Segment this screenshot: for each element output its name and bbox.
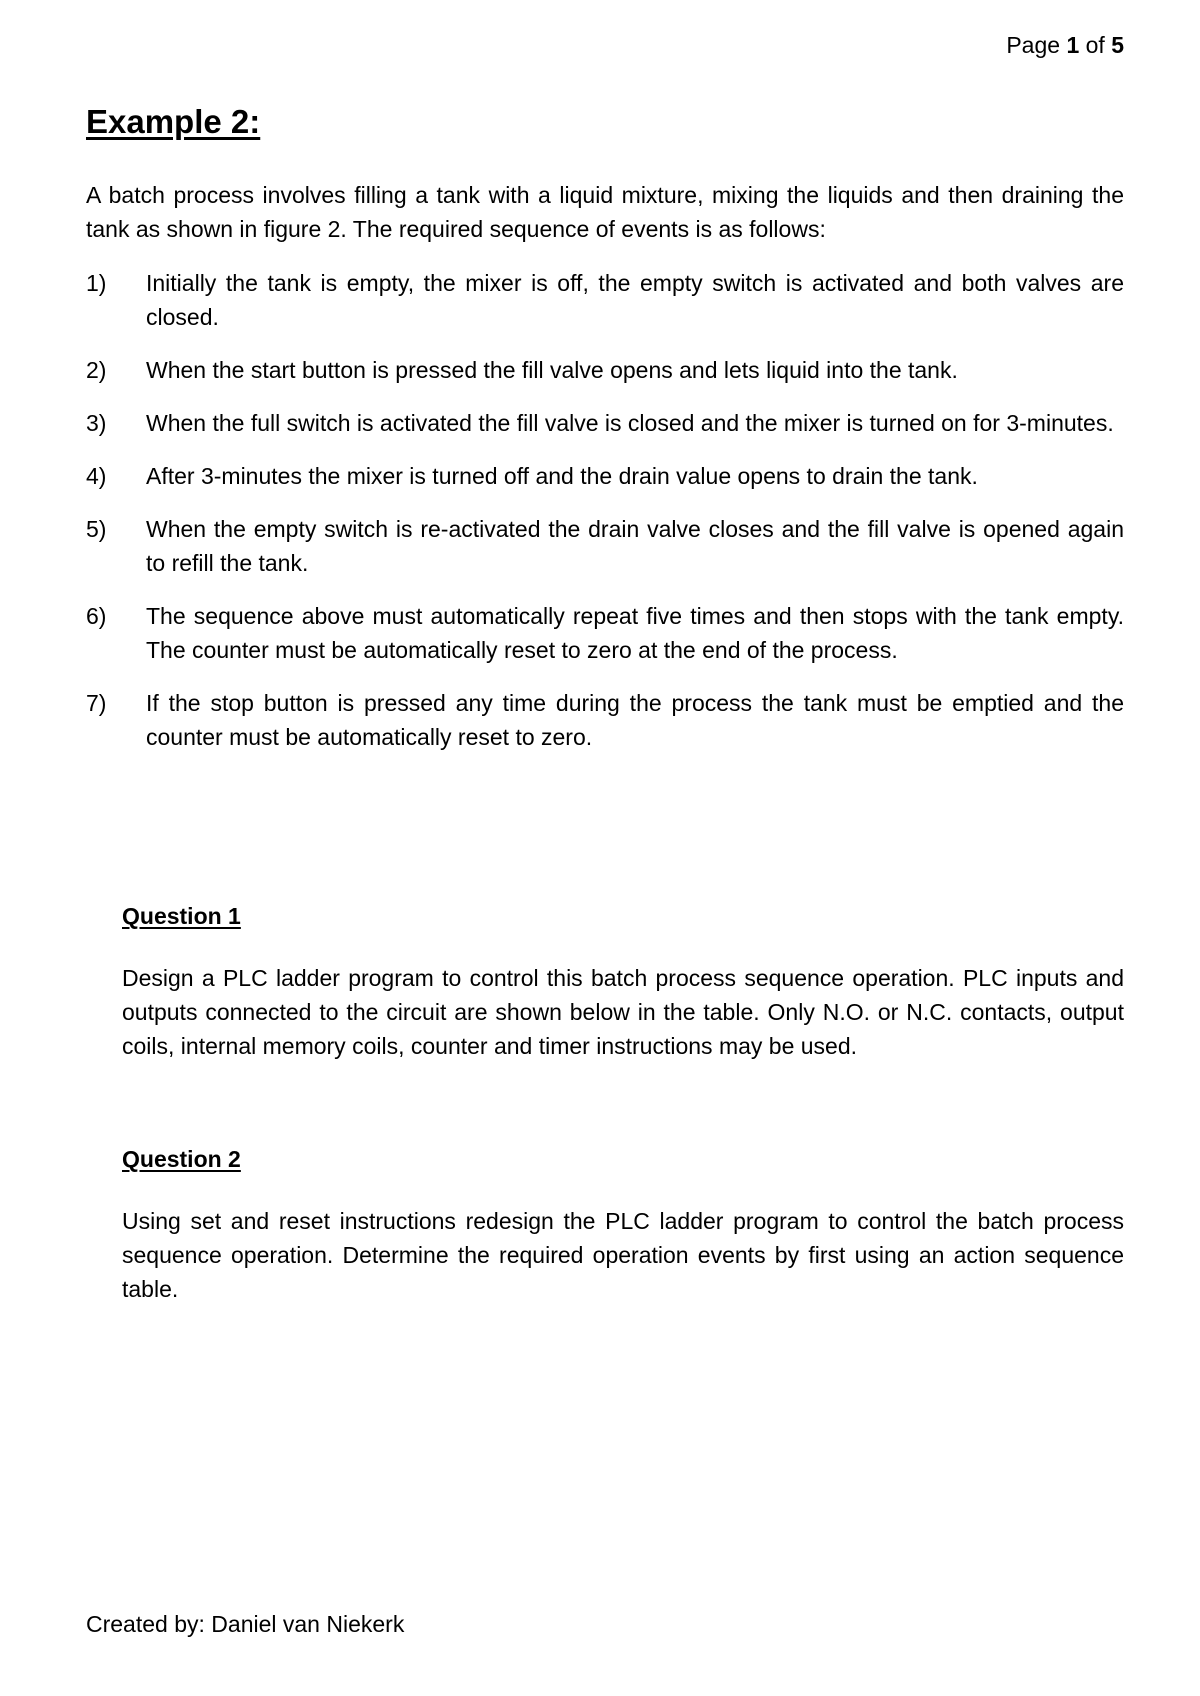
- step-number: 5): [86, 516, 107, 542]
- sequence-step: [86, 599, 1124, 667]
- question-1-heading: Question 1: [122, 903, 241, 929]
- sequence-step: [86, 406, 1124, 440]
- page-title: Example 2:: [86, 103, 261, 140]
- question-2-section: [122, 1146, 1124, 1306]
- step-text: After 3-minutes the mixer is turned off and the drain value opens to drain the tank.: [146, 463, 978, 489]
- step-number: 7): [86, 690, 107, 716]
- question-1-section: [122, 903, 1124, 1063]
- step-number: 1): [86, 270, 107, 296]
- sequence-step: [86, 686, 1124, 754]
- page-prefix: Page: [1006, 32, 1061, 58]
- question-2-body: Using set and reset instructions redesign the PLC ladder program to control the batch process sequence operation. Determine the required operation events by first using an action sequence table.: [122, 1208, 1124, 1302]
- sequence-step: [86, 512, 1124, 580]
- step-number: 6): [86, 603, 107, 629]
- sequence-list: [86, 266, 1124, 773]
- page-current: 1: [1066, 32, 1080, 58]
- page-number: [1006, 32, 1124, 59]
- step-text: The sequence above must automatically repeat five times and then stops with the tank empty. The counter must be automatically reset to zero at the end of the process.: [146, 603, 1124, 663]
- page-total: 5: [1111, 32, 1124, 58]
- sequence-step: [86, 353, 1124, 387]
- step-text: When the full switch is activated the fill valve is closed and the mixer is turned on for 3-minutes.: [146, 410, 1114, 436]
- step-text: Initially the tank is empty, the mixer is off, the empty switch is activated and both valves are closed.: [146, 270, 1124, 330]
- page-of: of: [1085, 32, 1105, 58]
- step-number: 4): [86, 463, 107, 489]
- step-text: If the stop button is pressed any time during the process the tank must be emptied and the counter must be automatically reset to zero.: [146, 690, 1124, 750]
- sequence-step: [86, 266, 1124, 334]
- footer-credit: Created by: Daniel van Niekerk: [86, 1611, 405, 1637]
- sequence-step: [86, 459, 1124, 493]
- step-text: When the empty switch is re-activated the drain valve closes and the fill valve is opened again to refill the tank.: [146, 516, 1124, 576]
- question-2-heading: Question 2: [122, 1146, 241, 1172]
- question-1-body: Design a PLC ladder program to control this batch process sequence operation. PLC inputs and outputs connected to the circuit are shown below in the table. Only N.O. or N.C. contacts, output coils, internal memory coils, counter and timer instructions may be used.: [122, 965, 1124, 1059]
- step-number: 3): [86, 410, 107, 436]
- step-number: 2): [86, 357, 107, 383]
- step-text: When the start button is pressed the fill valve opens and lets liquid into the tank.: [146, 357, 958, 383]
- intro-paragraph: A batch process involves filling a tank with a liquid mixture, mixing the liquids and then draining the tank as shown in figure 2. The required sequence of events is as follows:: [86, 182, 1124, 242]
